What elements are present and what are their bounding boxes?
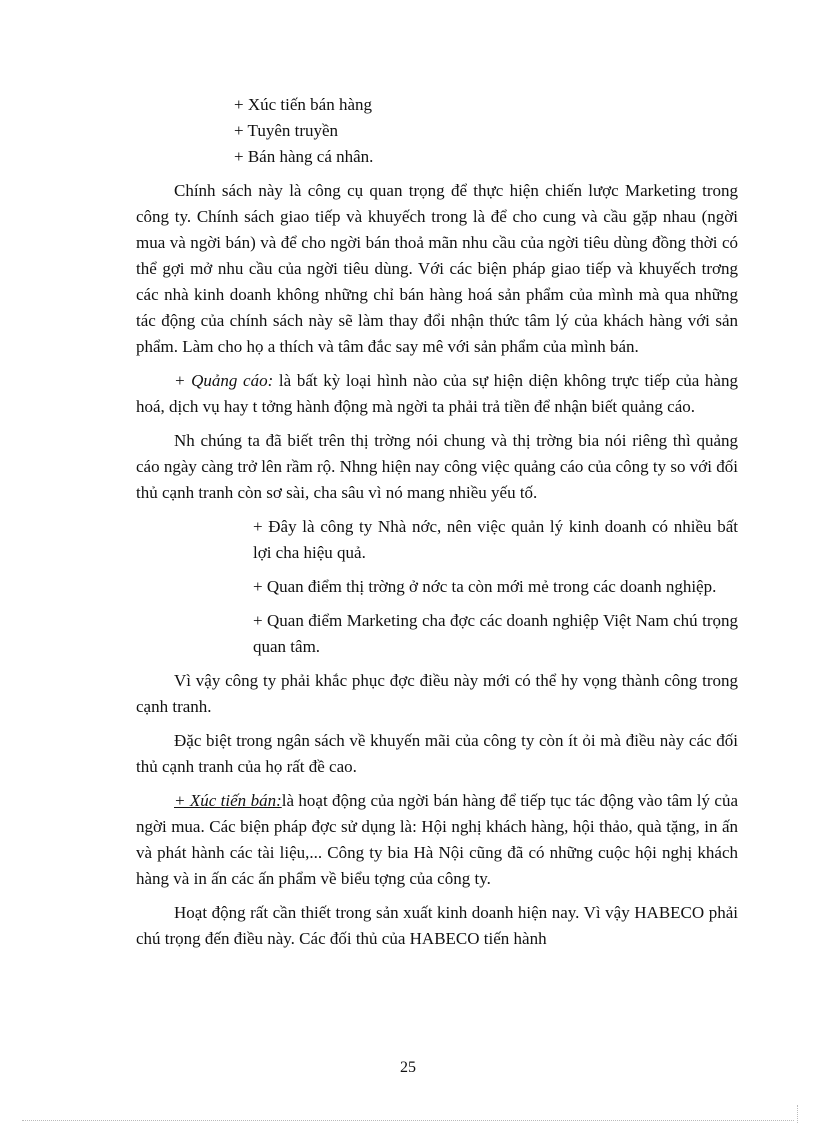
- page-number: 25: [400, 1059, 416, 1076]
- advertising-heading: + Quảng cáo:: [174, 371, 274, 390]
- list-item: + Bán hàng cá nhân.: [234, 147, 374, 166]
- list-item: + Xúc tiến bán hàng: [234, 95, 372, 114]
- page-border: [22, 1120, 794, 1121]
- sales-promotion-heading: + Xúc tiến bán:: [174, 791, 282, 810]
- reason-item: + Đây là công ty Nhà nớc, nên việc quản lý kinh doanh có nhiều bất lợi cha hiệu quả.: [253, 517, 738, 562]
- advertising-text: là bất kỳ loại hình nào của sự hiện diện không trực tiếp của hàng hoá, dịch vụ hay t tởng hành động mà ngời ta phải trả tiền để nhận biết quảng cáo.: [136, 371, 738, 416]
- paragraph-market: Nh chúng ta đã biết trên thị trờng nói chung và thị trờng bia nói riêng thì quảng cáo ngày càng trở lên rầm rộ. Nhng hiện nay công việc quảng cáo của công ty so với đối thủ cạnh tranh còn sơ sài, cha sâu vì nó mang nhiều yếu tố.: [136, 431, 738, 502]
- sales-promotion-text: là hoạt động của ngời bán hàng để tiếp tục tác động vào tâm lý của ngời mua. Các biện pháp đợc sử dụng là: Hội nghị khách hàng, hội thảo, quà tặng, in ấn và phát hành các tài liệu,... Công ty bia Hà Nội cũng đã có những cuộc hội nghị khách hàng và in ấn các ấn phẩm về biểu tợng của công ty.: [136, 791, 738, 888]
- paragraph-policy: Chính sách này là công cụ quan trọng để thực hiện chiến lược Marketing trong công ty. Chính sách giao tiếp và khuyếch trong là để cho cung và cầu gặp nhau (ngời mua và ngời bán) và để cho ngời bán thoả mãn nhu cầu của ngời tiêu dùng đồng thời có thể gợi mở nhu cầu của ngời tiêu dùng. Với các biện pháp giao tiếp và khuyếch trơng các nhà kinh doanh không những chỉ bán hàng hoá sản phẩm của mình mà qua những tác động của chính sách này sẽ làm thay đổi nhận thức tâm lý của khách hàng với sản phẩm. Làm cho họ a thích và tâm đắc say mê với sản phẩm của mình bán.: [136, 181, 738, 356]
- list-item: + Tuyên truyền: [234, 121, 339, 140]
- reason-item: + Quan điểm thị trờng ở nớc ta còn mới mẻ trong các doanh nghiệp.: [253, 577, 717, 596]
- paragraph-budget: Đặc biệt trong ngân sách về khuyến mãi của công ty còn ít ỏi mà điều này các đối thủ cạnh tranh của họ rất đề cao.: [136, 731, 738, 776]
- paragraph-advertising: [136, 368, 738, 420]
- reason-item: + Quan điểm Marketing cha đợc các doanh nghiệp Việt Nam chú trọng quan tâm.: [253, 611, 738, 656]
- document-body: [136, 92, 738, 960]
- page-corner: [797, 1105, 816, 1123]
- paragraph-sales-promotion: [136, 788, 738, 892]
- paragraph-habeco: Hoạt động rất cần thiết trong sản xuất kinh doanh hiện nay. Vì vậy HABECO phải chú trọng đến điều này. Các đối thủ của HABECO tiến hành: [136, 903, 738, 948]
- paragraph-conclusion: Vì vậy công ty phải khắc phục đợc điều này mới có thể hy vọng thành công trong cạnh tranh.: [136, 671, 738, 716]
